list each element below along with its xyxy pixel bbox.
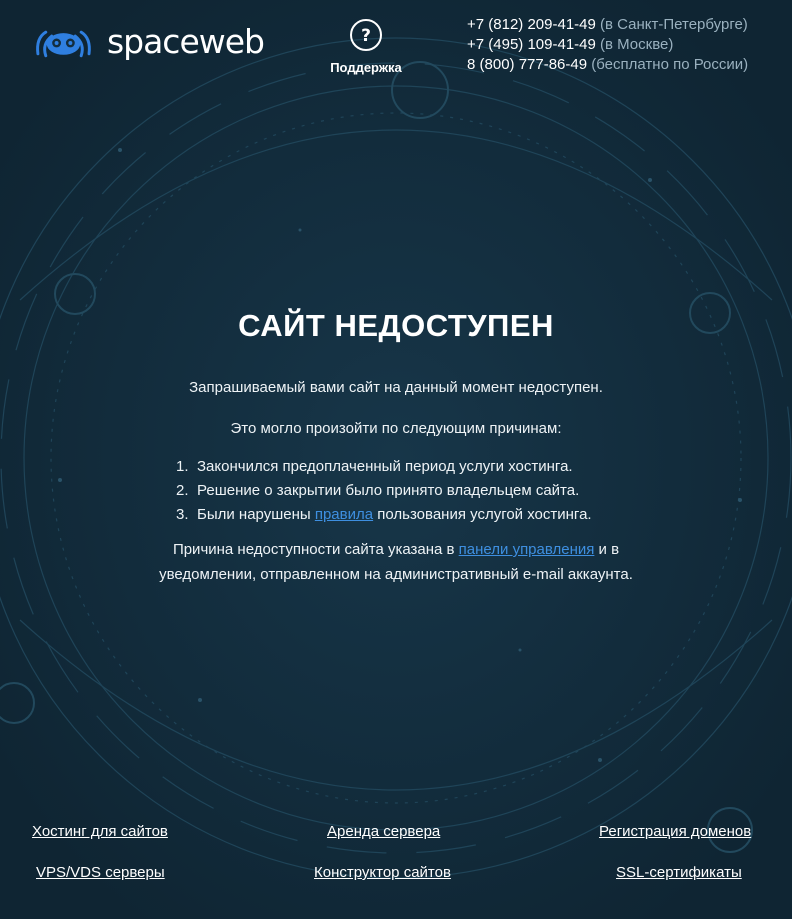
phone-note: (в Москве) bbox=[600, 36, 674, 53]
footer-link-ssl[interactable]: SSL-сертификаты bbox=[616, 864, 742, 881]
phone-number[interactable]: +7 (495) 109-41-49 bbox=[467, 36, 596, 53]
list-item-text: Были нарушены bbox=[197, 506, 315, 523]
spider-icon bbox=[32, 24, 95, 60]
control-panel-link[interactable]: панели управления bbox=[458, 541, 595, 558]
spaceweb-logo[interactable] bbox=[32, 22, 264, 62]
svg-text:?: ? bbox=[361, 26, 371, 46]
list-item-number: 3. bbox=[176, 506, 189, 523]
question-circle-icon bbox=[349, 18, 383, 52]
reasons-intro: Это могло произойти по следующим причинам: bbox=[230, 420, 562, 437]
list-item-text: Закончился предоплаченный период услуги хостинга. bbox=[197, 458, 573, 475]
footer-link-hosting[interactable]: Хостинг для сайтов bbox=[32, 823, 168, 840]
support-link[interactable] bbox=[322, 18, 410, 76]
phone-number[interactable]: 8 (800) 777-86-49 bbox=[467, 56, 588, 73]
list-item bbox=[176, 455, 696, 479]
phone-note: (в Санкт-Петербурге) bbox=[600, 16, 748, 33]
explanation-text-end: и в уведомлении, отправленном на административный e-mail аккаунта. bbox=[159, 541, 633, 583]
phone-row-spb bbox=[467, 15, 777, 35]
phone-note: (бесплатно по России) bbox=[591, 56, 749, 73]
list-item bbox=[176, 503, 696, 527]
list-item-number: 1. bbox=[176, 458, 189, 475]
footer-link-server-rent[interactable]: Аренда сервера bbox=[327, 823, 441, 840]
logo-wordmark: spaceweb bbox=[106, 22, 264, 61]
phone-row-russia bbox=[467, 55, 777, 75]
rules-link[interactable]: правила bbox=[314, 506, 374, 523]
footer-link-domains[interactable]: Регистрация доменов bbox=[599, 823, 752, 840]
unavailable-message: Запрашиваемый вами сайт на данный момент недоступен. bbox=[189, 379, 603, 396]
explanation-text bbox=[136, 537, 656, 587]
list-item-text: пользования услугой хостинга. bbox=[373, 506, 592, 523]
reasons-list bbox=[176, 455, 696, 527]
support-label: Поддержка bbox=[330, 60, 402, 75]
list-item-text: Решение о закрытии было принято владельцем сайта. bbox=[197, 482, 580, 499]
footer-link-vps[interactable]: VPS/VDS серверы bbox=[36, 864, 165, 881]
site-header bbox=[0, 0, 792, 90]
page-title: САЙТ НЕДОСТУПЕН bbox=[238, 308, 554, 343]
main-content bbox=[0, 300, 792, 587]
list-item-number: 2. bbox=[176, 482, 189, 499]
phone-number[interactable]: +7 (812) 209-41-49 bbox=[467, 16, 596, 33]
explanation-text-start: Причина недоступности сайта указана в bbox=[172, 541, 459, 558]
phone-row-moscow bbox=[467, 35, 777, 55]
phone-list bbox=[467, 15, 777, 75]
footer-link-builder[interactable]: Конструктор сайтов bbox=[314, 864, 451, 881]
site-footer bbox=[0, 820, 792, 900]
list-item bbox=[176, 479, 696, 503]
